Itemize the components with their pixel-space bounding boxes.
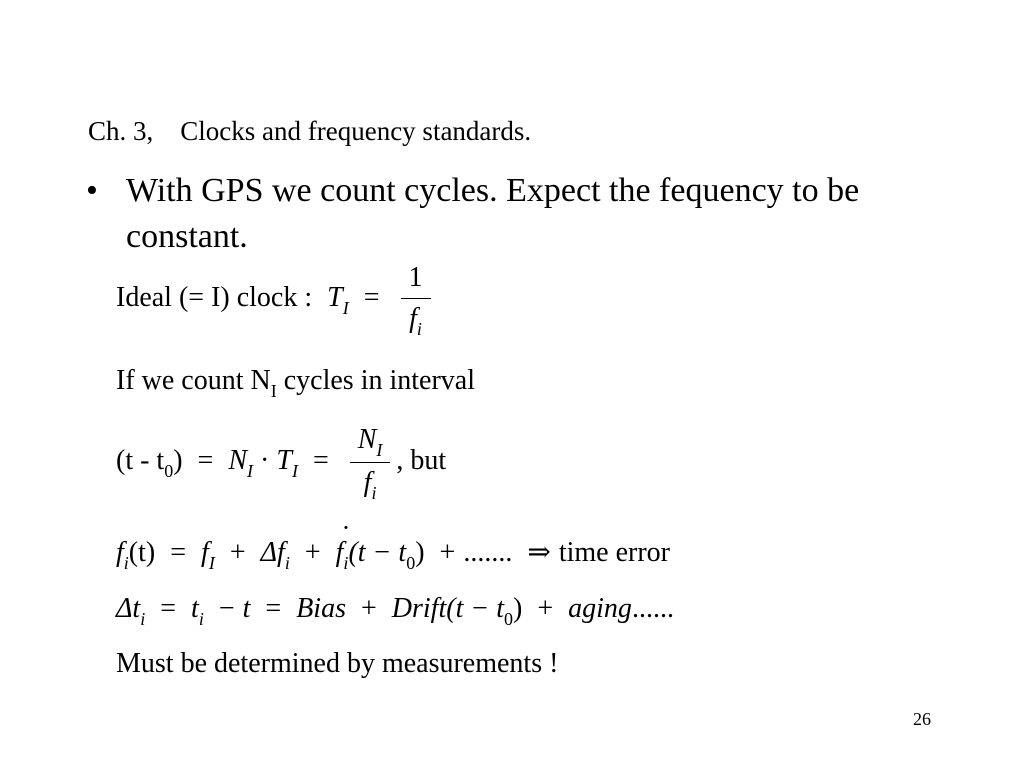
eq4-bias: Bias <box>296 593 346 624</box>
eq3-plus-1: + <box>229 537 246 568</box>
eq3-plus-3: + <box>439 537 456 568</box>
eq3-delta-f-subscript: i <box>284 553 290 573</box>
eq3-implies-arrow: ⇒ <box>527 537 551 568</box>
eq2-t-subscript: I <box>291 460 298 481</box>
eq3-fI: f <box>201 537 209 568</box>
eq2-lhs-close: ) <box>173 444 183 476</box>
eq2-n-subscript: I <box>247 460 254 481</box>
eq1-denominator <box>401 299 431 341</box>
eq3-result: time error <box>558 537 670 568</box>
eq1-den-symbol: f <box>409 303 417 334</box>
eq2-numerator <box>350 420 391 462</box>
eq4-ti-subscript: i <box>198 609 204 629</box>
eq3-paren-close: ) <box>415 537 425 568</box>
eq4-plus-1: + <box>360 593 377 624</box>
eq4-aging: aging <box>568 593 632 624</box>
eq3-ellipsis: ....... <box>463 537 513 568</box>
eq3-arg: (t) <box>128 537 156 568</box>
eq4-ti: t <box>191 593 199 624</box>
eq4-paren-subscript: 0 <box>504 609 514 629</box>
eq3-delta-f: Δf <box>260 537 285 568</box>
eq1-den-subscript: i <box>416 319 422 339</box>
eq2-lhs: (t - t <box>116 444 165 476</box>
text-count-cycles <box>116 365 475 401</box>
line2-text-after: cycles in interval <box>276 365 475 396</box>
eq3-equals: = <box>170 537 187 568</box>
eq2-lhs-subscript: 0 <box>164 460 174 481</box>
eq2-tail: , but <box>396 444 447 476</box>
eq4-paren-open: (t − t <box>446 593 505 624</box>
eq2-den-symbol: f <box>363 467 372 498</box>
eq4-delta-t-subscript: i <box>140 609 146 629</box>
eq4-t: t <box>242 593 251 624</box>
eq2-den-subscript: i <box>371 483 377 503</box>
eq1-numerator: 1 <box>408 262 423 293</box>
eq2-fraction <box>350 420 391 505</box>
eq3-fdot-symbol: f <box>335 537 344 568</box>
chapter-number: Ch. 3, <box>88 116 154 146</box>
eq2-t-symbol: T <box>276 444 292 476</box>
line2-subscript: I <box>270 381 277 401</box>
eq1-label: Ideal (= I) clock : <box>116 281 313 313</box>
equation-time-error <box>116 593 674 629</box>
line2-text-before: If we count N <box>116 365 271 396</box>
eq2-equals-a: = <box>197 444 214 476</box>
eq4-equals-1: = <box>160 593 177 624</box>
eq4-ellipsis: ...... <box>631 593 674 624</box>
eq2-n-symbol: N <box>228 444 248 476</box>
eq1-fraction <box>401 258 431 341</box>
eq3-paren-subscript: 0 <box>406 553 416 573</box>
eq3-plus-2: + <box>304 537 321 568</box>
chapter-title: Clocks and frequency standards. <box>180 116 532 146</box>
eq4-drift: Drift <box>391 593 447 624</box>
eq2-num-symbol: N <box>357 424 377 455</box>
eq4-minus: − <box>218 593 235 624</box>
eq2-denominator <box>350 463 391 505</box>
eq3-fdot-subscript: i <box>343 553 349 573</box>
eq1-equals: = <box>363 281 380 313</box>
eq3-dot-mark: · <box>341 513 351 542</box>
eq1-lhs-subscript: I <box>342 297 349 318</box>
equation-interval <box>116 420 446 505</box>
eq2-cdot: · <box>260 444 270 476</box>
eq4-delta-t: Δt <box>116 593 141 624</box>
bullet-text: With GPS we count cycles. Expect the fequency to be constant. <box>126 172 860 255</box>
page-number: 26 <box>913 709 931 729</box>
eq2-equals-b: = <box>312 444 329 476</box>
equation-ideal-clock <box>116 258 437 341</box>
eq3-f-subscript: i <box>123 553 129 573</box>
eq1-lhs-symbol: T <box>327 281 343 313</box>
eq3-paren-open: (t − t <box>348 537 407 568</box>
chapter-heading <box>88 116 531 147</box>
eq3-f: f <box>116 537 124 568</box>
eq4-equals-2: = <box>265 593 282 624</box>
equation-frequency-model <box>116 513 670 573</box>
eq4-plus-2: + <box>537 593 554 624</box>
eq2-num-subscript: I <box>376 440 383 460</box>
eq3-fI-subscript: I <box>208 553 215 573</box>
line5-text: Must be determined by measurements ! <box>116 648 559 679</box>
text-measurements <box>116 648 558 680</box>
bullet-dot-icon: • <box>86 172 98 209</box>
eq4-paren-close: ) <box>513 593 523 624</box>
